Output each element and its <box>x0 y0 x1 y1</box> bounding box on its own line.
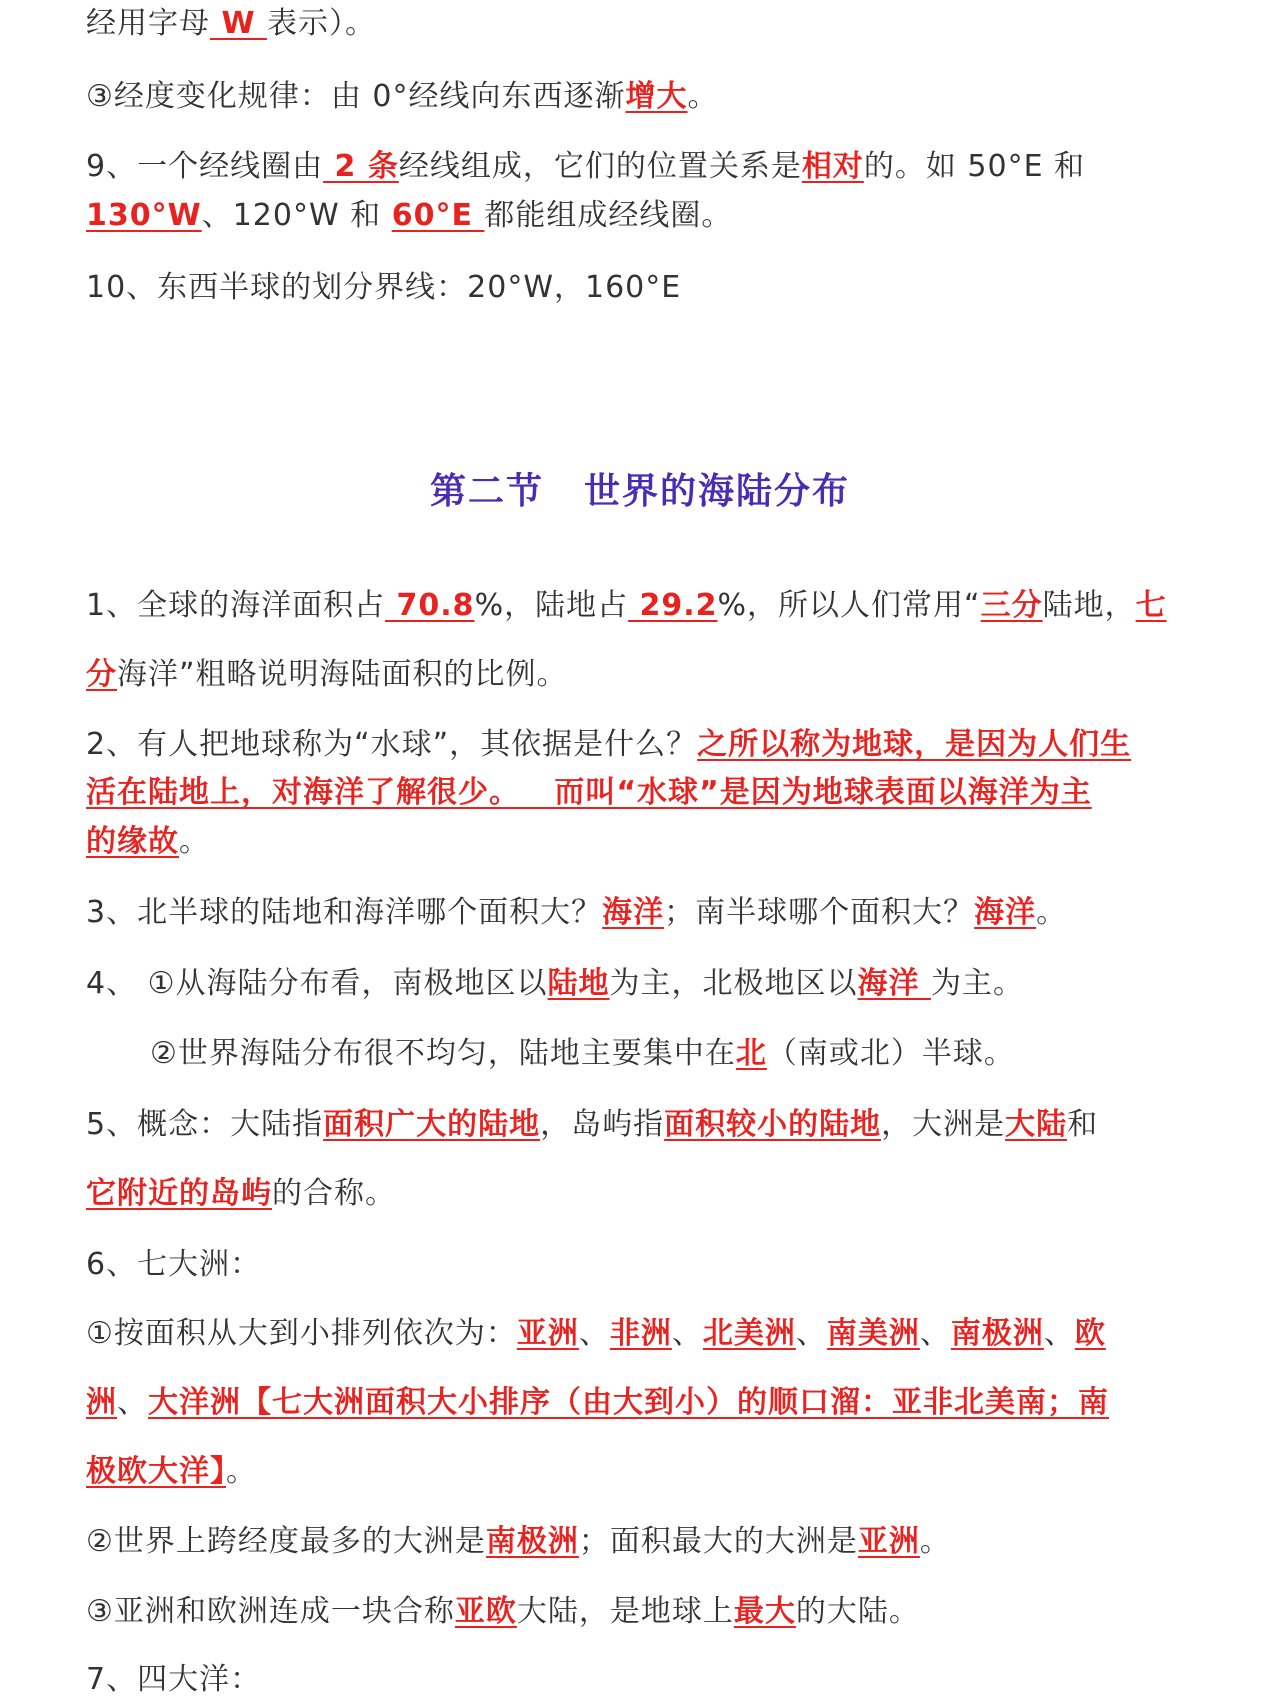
answer-highlight: W <box>210 6 267 41</box>
text-line <box>86 773 1092 813</box>
text-line <box>86 4 376 44</box>
text: %，所以人们常用“ <box>717 588 981 623</box>
text: 、 <box>795 1316 827 1351</box>
answer-highlight: 陆地 <box>547 966 610 1001</box>
answer-highlight: 北 <box>735 1036 767 1071</box>
answer-highlight: 南极洲 <box>485 1524 579 1559</box>
answer-highlight: 最大 <box>733 1594 796 1629</box>
answer-highlight: 它附近的岛屿 <box>86 1176 272 1211</box>
text-line <box>86 1452 257 1492</box>
text: 6、七大洲： <box>86 1247 262 1282</box>
text: 表示）。 <box>266 6 376 41</box>
text: ①按面积从大到小排列依次为： <box>86 1316 517 1351</box>
text: ②世界上跨经度最多的大洲是 <box>86 1524 486 1559</box>
text-line <box>86 1174 396 1214</box>
answer-highlight: 南极洲 <box>950 1316 1044 1351</box>
text-line <box>86 1314 1106 1354</box>
answer-highlight: 南美洲 <box>826 1316 920 1351</box>
text: 经用字母 <box>86 6 210 41</box>
text-line <box>86 1592 920 1632</box>
answer-highlight: 大陆 <box>1005 1107 1068 1142</box>
text: 10、东西半球的划分界线：20°W，160°E <box>86 270 682 305</box>
answer-highlight: 亚洲 <box>857 1524 920 1559</box>
answer-highlight: 海洋 <box>857 966 931 1001</box>
answer-highlight: 三分 <box>980 588 1043 623</box>
text: 、 <box>578 1316 610 1351</box>
answer-highlight: 极欧大洋】 <box>86 1454 226 1489</box>
text-line <box>86 822 210 862</box>
text-line <box>86 77 719 117</box>
text: 4、 ①从海陆分布看，南极地区以 <box>86 966 548 1001</box>
text: （南或北）半球。 <box>766 1036 1015 1071</box>
answer-highlight: 亚洲 <box>516 1316 579 1351</box>
answer-highlight: 海洋 <box>602 895 665 930</box>
text: ③经度变化规律：由 0°经线向东西逐渐 <box>86 79 626 114</box>
section-heading: 世界的海陆分布 <box>584 471 851 512</box>
section-title <box>0 470 1280 514</box>
answer-highlight: 60°E <box>391 198 485 233</box>
text-line <box>86 196 732 236</box>
text: 都能组成经线圈。 <box>484 198 733 233</box>
text: 为主，北极地区以 <box>609 966 858 1001</box>
text: 。 <box>179 824 210 859</box>
answer-highlight: 大洋洲【七大洲面积大小排序（由大到小）的顺口溜：亚非北美南；南 <box>148 1385 1109 1420</box>
text: ，岛屿指 <box>540 1107 665 1142</box>
text-line <box>86 1383 1109 1423</box>
text: ，大洲是 <box>881 1107 1006 1142</box>
text: 、 <box>919 1316 951 1351</box>
text-line <box>86 1522 951 1562</box>
text-line <box>86 1245 261 1285</box>
answer-highlight: 活在陆地上，对海洋了解很少。 而叫“水球”是因为地球表面以海洋为主 <box>86 775 1092 810</box>
text-line <box>86 586 1167 626</box>
text: 陆地， <box>1042 588 1136 623</box>
text-line <box>150 1034 1015 1074</box>
text: 。 <box>919 1524 951 1559</box>
text: ②世界海陆分布很不均匀，陆地主要集中在 <box>150 1036 736 1071</box>
answer-highlight: 70.8 <box>385 588 475 623</box>
text: 2、有人把地球称为“水球”，其依据是什么？ <box>86 727 698 762</box>
text-line <box>86 655 568 695</box>
text: 5、概念：大陆指 <box>86 1107 324 1142</box>
answer-highlight: 分 <box>86 657 117 692</box>
text: 的合称。 <box>272 1176 396 1211</box>
text: 。 <box>687 79 719 114</box>
text: ③亚洲和欧洲连成一块合称 <box>86 1594 455 1629</box>
text: 、 <box>117 1385 148 1420</box>
answer-highlight: 相对 <box>801 149 864 184</box>
text: 大陆，是地球上 <box>516 1594 734 1629</box>
text: %，陆地占 <box>474 588 629 623</box>
text: 为主。 <box>930 966 1024 1001</box>
answer-highlight: 亚欧 <box>454 1594 517 1629</box>
answer-highlight: 29.2 <box>628 588 718 623</box>
section-number: 第二节 <box>429 471 544 512</box>
text-line <box>86 1660 261 1700</box>
answer-highlight: 面积广大的陆地 <box>323 1107 541 1142</box>
text: 经线组成，它们的位置关系是 <box>398 149 802 184</box>
text: 、 <box>1043 1316 1075 1351</box>
text-line <box>86 268 681 308</box>
answer-highlight: 洲 <box>86 1385 117 1420</box>
text-line <box>86 725 1131 765</box>
text-line <box>86 147 1085 187</box>
text: 3、北半球的陆地和海洋哪个面积大？ <box>86 895 603 930</box>
answer-highlight: 北美洲 <box>702 1316 796 1351</box>
answer-highlight: 2 条 <box>323 149 399 184</box>
text: 、120°W 和 <box>201 198 392 233</box>
text: 、 <box>671 1316 703 1351</box>
answer-highlight: 增大 <box>625 79 688 114</box>
answer-highlight: 欧 <box>1074 1316 1106 1351</box>
text: 7、四大洋： <box>86 1662 262 1697</box>
answer-highlight: 面积较小的陆地 <box>664 1107 882 1142</box>
text: 。 <box>226 1454 257 1489</box>
answer-highlight: 的缘故 <box>86 824 179 859</box>
text: 海洋”粗略说明海陆面积的比例。 <box>117 657 568 692</box>
answer-highlight: 之所以称为地球，是因为人们生 <box>697 727 1132 762</box>
text: 1、全球的海洋面积占 <box>86 588 386 623</box>
text: ；面积最大的大洲是 <box>578 1524 858 1559</box>
text-line <box>86 964 1024 1004</box>
answer-highlight: 海洋 <box>974 895 1037 930</box>
text: 9、一个经线圈由 <box>86 149 324 184</box>
text-line <box>86 893 1067 933</box>
answer-highlight: 七 <box>1135 588 1167 623</box>
text: 。 <box>1036 895 1068 930</box>
text: ；南半球哪个面积大？ <box>664 895 975 930</box>
text: 的。如 50°E 和 <box>863 149 1086 184</box>
text: 的大陆。 <box>795 1594 920 1629</box>
text-line <box>86 1105 1098 1145</box>
answer-highlight: 130°W <box>86 198 202 233</box>
text: 和 <box>1067 1107 1099 1142</box>
answer-highlight: 非洲 <box>609 1316 672 1351</box>
